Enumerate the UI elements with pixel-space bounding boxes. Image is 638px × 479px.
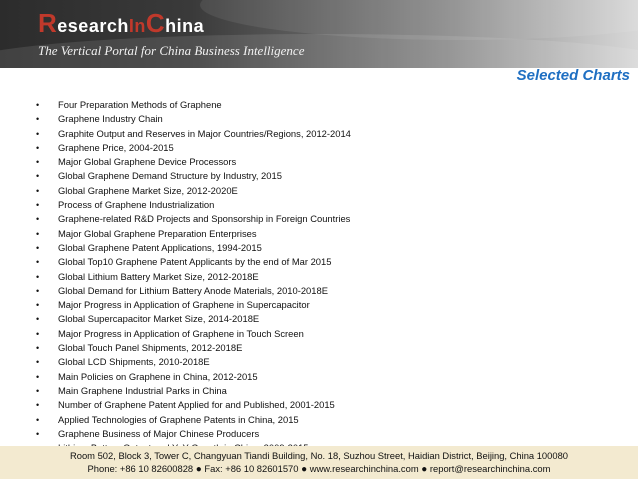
- list-item: [36, 398, 351, 412]
- bullet-icon: •: [36, 285, 40, 296]
- list-item: [36, 312, 351, 326]
- logo-in: In: [128, 16, 146, 36]
- bullet-icon: •: [36, 142, 40, 153]
- list-item: [36, 370, 351, 384]
- bullet-icon: •: [36, 271, 40, 282]
- list-item-text: Graphene Price, 2004-2015: [58, 141, 174, 153]
- separator-dot: ●: [195, 464, 202, 475]
- list-item: [36, 155, 351, 169]
- list-item-text: Number of Graphene Patent Applied for and Published, 2001-2015: [58, 399, 335, 411]
- list-item-text: Graphite Output and Reserves in Major Countries/Regions, 2012-2014: [58, 127, 351, 139]
- list-item: [36, 127, 351, 141]
- list-item: [36, 384, 351, 398]
- bullet-icon: •: [36, 257, 40, 268]
- list-item-text: Global Touch Panel Shipments, 2012-2018E: [58, 342, 243, 354]
- footer-address: Room 502, Block 3, Tower C, Changyuan Tiandi Building, No. 18, Suzhou Street, Haidian District, Beijing, China 100080: [69, 450, 569, 461]
- section-title: Selected Charts: [516, 67, 630, 84]
- bullet-icon: •: [36, 185, 40, 196]
- list-item-text: Global LCD Shipments, 2010-2018E: [58, 356, 210, 368]
- bullet-icon: •: [36, 128, 40, 139]
- list-item-text: Graphene-related R&D Projects and Sponsorship in Foreign Countries: [58, 213, 351, 225]
- bullet-icon: •: [36, 328, 40, 339]
- bullet-icon: •: [36, 428, 40, 439]
- logo-initial: R: [38, 8, 58, 38]
- list-item-text: Major Global Graphene Preparation Enterprises: [58, 227, 257, 239]
- list-item-text: Major Global Graphene Device Processors: [58, 156, 237, 168]
- list-item-text: Global Demand for Lithium Battery Anode Materials, 2010-2018E: [58, 284, 328, 296]
- bullet-icon: •: [36, 157, 40, 168]
- chart-list: [36, 98, 351, 455]
- list-item: [36, 112, 351, 126]
- list-item: [36, 270, 351, 284]
- list-item-text: Global Graphene Patent Applications, 1994-2015: [58, 241, 262, 253]
- list-item: [36, 169, 351, 183]
- bullet-icon: •: [36, 214, 40, 225]
- list-item-text: Major Progress in Application of Graphene in Touch Screen: [58, 327, 304, 339]
- logo-text: esearch: [57, 16, 129, 36]
- footer-website-link[interactable]: www.researchinchina.com: [309, 463, 419, 474]
- bullet-icon: •: [36, 114, 40, 125]
- list-item: [36, 355, 351, 369]
- bullet-icon: •: [36, 200, 40, 211]
- list-item-text: Global Lithium Battery Market Size, 2012-2018E: [58, 270, 259, 282]
- bullet-icon: •: [36, 371, 40, 382]
- list-item-text: Global Top10 Graphene Patent Applicants by the end of Mar 2015: [58, 256, 332, 268]
- bullet-icon: •: [36, 314, 40, 325]
- list-item: [36, 327, 351, 341]
- footer-contacts: [0, 462, 638, 476]
- list-item-text: Main Graphene Industrial Parks in China: [58, 384, 227, 396]
- bullet-icon: •: [36, 343, 40, 354]
- bullet-icon: •: [36, 242, 40, 253]
- footer-fax: Fax: +86 10 82601570: [204, 463, 299, 474]
- list-item: [36, 255, 351, 269]
- logo-c: C: [145, 8, 166, 38]
- list-item: [36, 184, 351, 198]
- list-item-text: Graphene Business of Major Chinese Producers: [58, 427, 260, 439]
- list-item: [36, 198, 351, 212]
- list-item: [36, 98, 351, 112]
- list-item: [36, 241, 351, 255]
- list-item: [36, 341, 351, 355]
- list-item-text: Global Supercapacitor Market Size, 2014-2018E: [58, 313, 260, 325]
- header-banner: [0, 0, 638, 68]
- bullet-icon: •: [36, 357, 40, 368]
- bullet-icon: •: [36, 300, 40, 311]
- list-item: [36, 413, 351, 427]
- bullet-icon: •: [36, 414, 40, 425]
- separator-dot: ●: [421, 464, 428, 475]
- list-item: [36, 427, 351, 441]
- list-item-text: Global Graphene Demand Structure by Industry, 2015: [58, 170, 282, 182]
- bullet-icon: •: [36, 228, 40, 239]
- separator-dot: ●: [301, 464, 308, 475]
- logo: [38, 10, 204, 36]
- list-item-text: Graphene Industry Chain: [58, 113, 163, 125]
- list-item: [36, 212, 351, 226]
- list-item-text: Global Graphene Market Size, 2012-2020E: [58, 184, 238, 196]
- list-item-text: Main Policies on Graphene in China, 2012-2015: [58, 370, 258, 382]
- list-item-text: Four Preparation Methods of Graphene: [58, 99, 222, 110]
- list-item: [36, 141, 351, 155]
- list-item: [36, 227, 351, 241]
- footer-phone: Phone: +86 10 82600828: [87, 463, 194, 474]
- footer-email-link[interactable]: report@researchinchina.com: [429, 463, 551, 474]
- logo-tail: hina: [165, 16, 205, 36]
- list-item-text: Process of Graphene Industrialization: [58, 199, 215, 211]
- list-item-text: Applied Technologies of Graphene Patents in China, 2015: [58, 413, 299, 425]
- bullet-icon: •: [36, 400, 40, 411]
- list-item: [36, 298, 351, 312]
- tagline: The Vertical Portal for China Business Intelligence: [38, 43, 305, 58]
- bullet-icon: •: [36, 385, 40, 396]
- footer: [0, 446, 638, 479]
- bullet-icon: •: [36, 171, 40, 182]
- list-item: [36, 284, 351, 298]
- list-item-text: Major Progress in Application of Graphene in Supercapacitor: [58, 299, 310, 311]
- bullet-icon: •: [36, 100, 40, 110]
